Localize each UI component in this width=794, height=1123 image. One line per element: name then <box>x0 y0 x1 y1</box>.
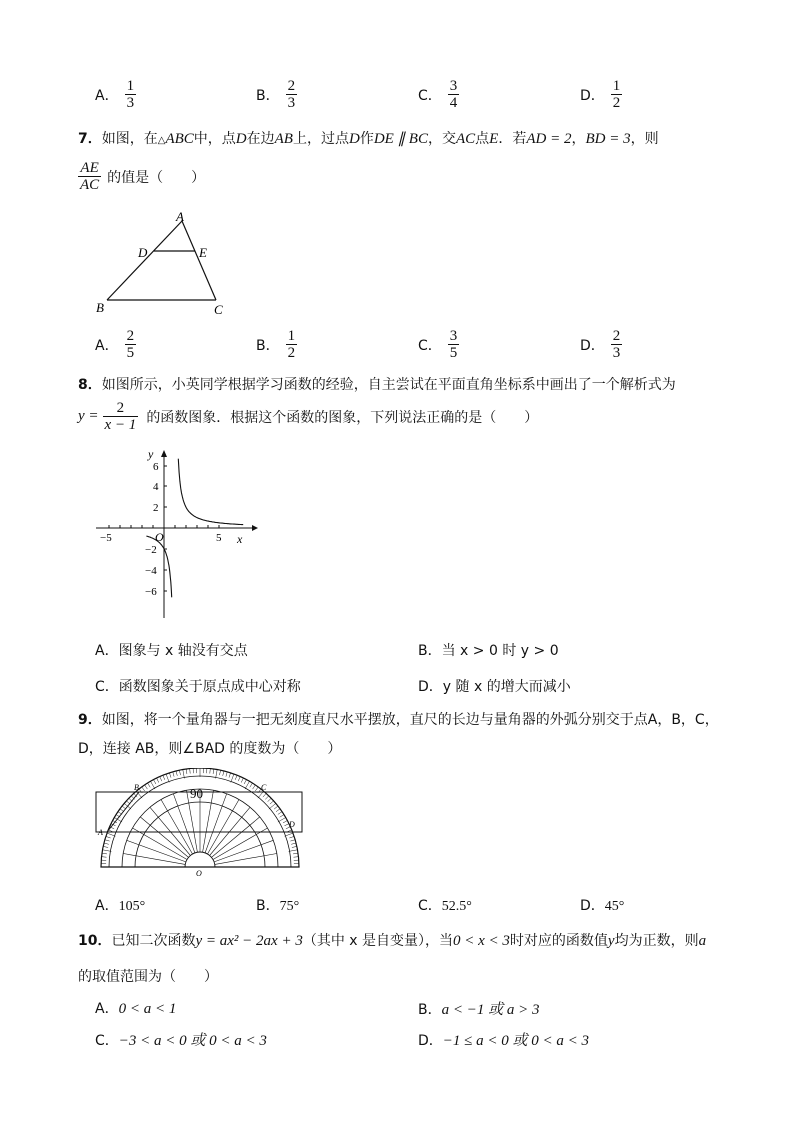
protractor-tick <box>104 843 109 844</box>
protractor-tick <box>145 785 148 789</box>
option-fraction: $\frac{2}{3}$ <box>612 328 621 361</box>
option-label: D． <box>580 87 605 104</box>
protractor-tick <box>183 770 185 779</box>
question-number: 10． <box>78 933 112 949</box>
protractor-tick <box>293 853 298 854</box>
protractor-tick <box>107 833 115 836</box>
math-a: a <box>698 933 707 949</box>
protractor-tick <box>226 772 227 777</box>
fraction-2-over-x-minus-1: $\frac{2}{x - 1}$ <box>104 400 137 433</box>
protractor-tick <box>216 770 218 779</box>
label-e: E <box>199 245 207 260</box>
protractor-tick <box>244 780 246 784</box>
y-tick-label: −2 <box>145 544 157 556</box>
protractor-tick <box>290 840 295 841</box>
x-axis-arrow <box>252 525 258 531</box>
label-o: O <box>196 869 202 878</box>
protractor-tick <box>148 783 151 787</box>
protractor-tick <box>210 769 211 774</box>
y-axis-label: y <box>148 447 154 461</box>
option-label: A． <box>95 87 119 104</box>
q6-option-d <box>580 78 622 111</box>
q10-option-c <box>95 1029 267 1050</box>
stem-text: 中，点 <box>193 131 236 147</box>
q10-stem-line2 <box>78 966 218 986</box>
option-fraction: $\frac{1}{2}$ <box>612 78 621 111</box>
label-b: B <box>134 783 139 792</box>
x-tick-label: 5 <box>216 532 222 544</box>
y-tick-label: 6 <box>153 461 159 473</box>
option-label: A． <box>95 337 119 354</box>
math-abc: ABC <box>165 131 194 147</box>
option-label: D． <box>580 337 605 354</box>
protractor-ray <box>210 807 251 855</box>
option-fraction: $\frac{1}{2}$ <box>287 328 296 361</box>
q9-protractor-figure <box>92 768 308 880</box>
option-text: 图象与 x 轴没有交点 <box>118 643 248 659</box>
protractor-tick <box>229 773 231 778</box>
option-text: 52.5° <box>441 899 472 914</box>
protractor-tick <box>190 769 191 774</box>
option-label: D． <box>418 679 443 695</box>
protractor-tick <box>278 818 286 823</box>
stem-text: ，交 <box>427 131 456 147</box>
protractor-tick <box>213 769 214 774</box>
stem-text: 已知二次函数 <box>111 933 196 949</box>
question-number: 8． <box>78 377 102 393</box>
protractor-tick <box>276 809 280 812</box>
q9-stem-line2 <box>78 738 341 758</box>
q7-option-d <box>580 328 622 361</box>
q9-stem-line1 <box>78 709 719 729</box>
protractor-tick <box>283 821 287 823</box>
option-text: −3 < a < 0 或 0 < a < 3 <box>118 1033 267 1049</box>
protractor-tick <box>173 772 174 777</box>
math-de-parallel-bc: DE ∥ BC <box>373 131 428 147</box>
x-axis-label: x <box>237 532 243 546</box>
fraction-ae-ac: $\frac{AE}{AC}$ <box>80 160 100 193</box>
label-c: C <box>261 783 267 792</box>
q7-option-a <box>95 328 136 361</box>
q9-option-c <box>418 895 472 915</box>
protractor-tick <box>176 771 177 776</box>
stem-text: 如图，将一个量角器与一把无刻度直尺水平摆放，直尺的长边与量角器的外弧分别交于点A，B，C， <box>101 712 719 728</box>
option-label: C． <box>95 1033 119 1049</box>
option-label: C． <box>418 87 442 104</box>
q8-stem-line1 <box>78 374 676 394</box>
protractor-tick <box>255 787 258 791</box>
math-d: D <box>348 131 360 147</box>
q7-option-c <box>418 328 459 361</box>
option-label: B． <box>418 643 442 659</box>
protractor-tick <box>270 801 274 804</box>
math-ac: AC <box>455 131 476 147</box>
y-tick-label: −4 <box>145 565 157 577</box>
math-y: y <box>607 933 615 949</box>
protractor-tick <box>103 850 112 852</box>
math-quadratic: y = ax² − 2ax + 3 <box>195 933 303 949</box>
y-axis-arrow <box>161 450 167 457</box>
protractor-ray <box>123 854 185 865</box>
option-label: C． <box>418 898 442 914</box>
protractor-tick <box>223 771 224 776</box>
stem-text: 的值是（ ） <box>107 169 206 186</box>
side-ac <box>182 221 216 300</box>
protractor-ray <box>133 828 188 860</box>
protractor-ray <box>208 800 240 855</box>
protractor-tick <box>253 785 256 789</box>
protractor-tick <box>103 846 108 847</box>
protractor-tick <box>289 850 298 852</box>
option-label: A． <box>95 898 119 914</box>
q9-option-a <box>95 895 145 915</box>
q8-function-graph <box>92 443 262 623</box>
stem-text: 点 <box>475 131 490 147</box>
protractor-tick <box>274 806 278 809</box>
option-label: D． <box>418 1033 443 1049</box>
y-tick-label: 4 <box>153 481 159 493</box>
q8-option-a <box>95 640 248 660</box>
stem-text: （其中 x 是自变量），当 <box>302 933 454 949</box>
stem-text: 在边 <box>246 131 275 147</box>
q8-option-c <box>95 676 301 696</box>
protractor-tick <box>263 793 266 797</box>
math-condition: 0 < x < 3 <box>453 933 510 949</box>
stem-text: 时对应的函数值 <box>509 933 608 949</box>
option-label: B． <box>418 1002 442 1018</box>
question-number: 9． <box>78 712 102 728</box>
stem-text: 如图，在 <box>101 131 158 147</box>
protractor-ray <box>215 854 277 865</box>
label-a: A <box>176 209 184 224</box>
math-ab: AB <box>274 131 293 147</box>
stem-text: 均为正数，则 <box>614 933 699 949</box>
stem-text: D，连接 AB，则∠BAD 的度数为（ ） <box>78 741 342 757</box>
option-label: B． <box>256 898 280 914</box>
protractor-tick <box>268 798 272 802</box>
protractor-tick <box>151 781 156 789</box>
label-90: 90 <box>190 786 203 801</box>
math-e: E <box>489 131 499 147</box>
protractor-tick <box>245 781 250 789</box>
stem-text: ， <box>571 131 586 147</box>
protractor-tick <box>278 812 282 815</box>
option-text: 75° <box>279 899 300 914</box>
q8-option-d <box>418 676 571 696</box>
q10-stem-line1 <box>78 930 706 950</box>
option-label: B． <box>256 337 280 354</box>
stem-text: ，则 <box>630 131 659 147</box>
protractor-tick <box>102 857 107 858</box>
protractor-tick <box>231 774 234 782</box>
protractor-tick <box>166 774 169 782</box>
q7-stem-line1 <box>78 128 659 148</box>
protractor-tick <box>289 836 294 838</box>
q9-option-b <box>256 895 299 915</box>
stem-text: 作 <box>359 131 374 147</box>
stem-text: 的取值范围为（ ） <box>78 969 218 985</box>
option-fraction: $\frac{2}{3}$ <box>287 78 296 111</box>
curve-branch-right <box>178 459 243 525</box>
protractor-tick <box>220 770 221 775</box>
option-text: y 随 x 的增大而减小 <box>442 679 571 695</box>
protractor-tick <box>280 815 284 818</box>
label-a: A <box>98 828 103 837</box>
q8-stem-line2 <box>78 400 538 433</box>
protractor-tick <box>186 769 187 774</box>
protractor-tick <box>106 836 111 838</box>
protractor-tick <box>238 777 240 782</box>
option-label: D． <box>580 898 605 914</box>
protractor-tick <box>142 787 145 791</box>
origin-label: O <box>155 530 164 544</box>
protractor-tick <box>294 857 299 858</box>
option-text: 105° <box>118 899 146 914</box>
label-d: D <box>289 820 295 829</box>
protractor-ray <box>150 807 191 855</box>
protractor-tick <box>265 796 269 800</box>
option-text: −1 ≤ a < 0 或 0 < a < 3 <box>442 1033 590 1049</box>
q9-option-d <box>580 895 624 915</box>
option-fraction: $\frac{3}{5}$ <box>449 328 458 361</box>
protractor-tick <box>169 773 171 778</box>
option-text: 函数图象关于原点成中心对称 <box>118 679 301 695</box>
side-ab <box>107 221 182 300</box>
math-d: D <box>235 131 247 147</box>
label-b: B <box>96 300 104 315</box>
q10-option-b <box>418 998 539 1019</box>
y-tick-label: 2 <box>153 502 159 514</box>
option-text: 当 x > 0 时 y > 0 <box>441 643 559 659</box>
option-label: C． <box>95 679 119 695</box>
protractor-tick <box>269 803 276 809</box>
protractor-ray <box>140 817 188 858</box>
label-d: D <box>138 245 148 260</box>
protractor-ray <box>161 800 193 855</box>
option-label: A． <box>95 643 119 659</box>
option-fraction: $\frac{3}{4}$ <box>449 78 458 111</box>
q7-stem-line2 <box>78 160 205 193</box>
protractor-tick <box>250 783 253 787</box>
q10-option-a <box>95 998 176 1018</box>
q6-option-a <box>95 78 136 111</box>
x-tick-label: −5 <box>100 532 112 544</box>
stem-text: 如图所示，小英同学根据学习函数的经验，自主尝试在平面直角坐标系中画出了一个解析式为 <box>101 377 676 393</box>
protractor-ray <box>203 790 214 852</box>
q10-option-d <box>418 1029 589 1050</box>
protractor-tick <box>179 770 180 775</box>
protractor-tick <box>235 775 237 780</box>
option-fraction: $\frac{2}{5}$ <box>126 328 135 361</box>
option-label: B． <box>256 87 280 104</box>
q8-option-b <box>418 640 559 660</box>
option-text: a < −1 或 a > 3 <box>441 1002 540 1018</box>
protractor-tick <box>285 833 293 836</box>
protractor-tick <box>157 778 159 783</box>
protractor-tick <box>163 775 165 780</box>
protractor-tick <box>291 843 296 844</box>
stem-text: 的函数图象．根据这个函数的图象，下列说法正确的是（ ） <box>146 409 539 426</box>
q7-triangle-figure <box>90 205 240 320</box>
protractor-tick <box>154 780 156 784</box>
protractor-tick <box>102 853 107 854</box>
protractor-tick <box>160 777 162 782</box>
math-ad: AD = 2 <box>526 131 572 147</box>
protractor-ray <box>213 828 268 860</box>
question-number: 7． <box>78 131 102 147</box>
protractor-tick <box>241 778 243 783</box>
math-y-equals: y = <box>78 408 99 424</box>
protractor-tick <box>292 846 297 847</box>
q6-option-b <box>256 78 297 111</box>
q6-option-c <box>418 78 459 111</box>
q7-option-b <box>256 328 297 361</box>
protractor-ray <box>212 817 260 858</box>
protractor-tick <box>105 840 110 841</box>
stem-text: ．若 <box>498 131 527 147</box>
option-label: A． <box>95 1001 119 1017</box>
option-text: 0 < a < 1 <box>118 1001 177 1017</box>
option-label: C． <box>418 337 442 354</box>
option-text: 45° <box>604 899 625 914</box>
label-c: C <box>214 302 223 317</box>
stem-text: 上，过点 <box>292 131 349 147</box>
option-fraction: $\frac{1}{3}$ <box>126 78 135 111</box>
segment-ab <box>107 792 139 832</box>
triangle-symbol: △ <box>157 135 166 146</box>
math-bd: BD = 3 <box>585 131 631 147</box>
y-tick-label: −6 <box>145 586 157 598</box>
